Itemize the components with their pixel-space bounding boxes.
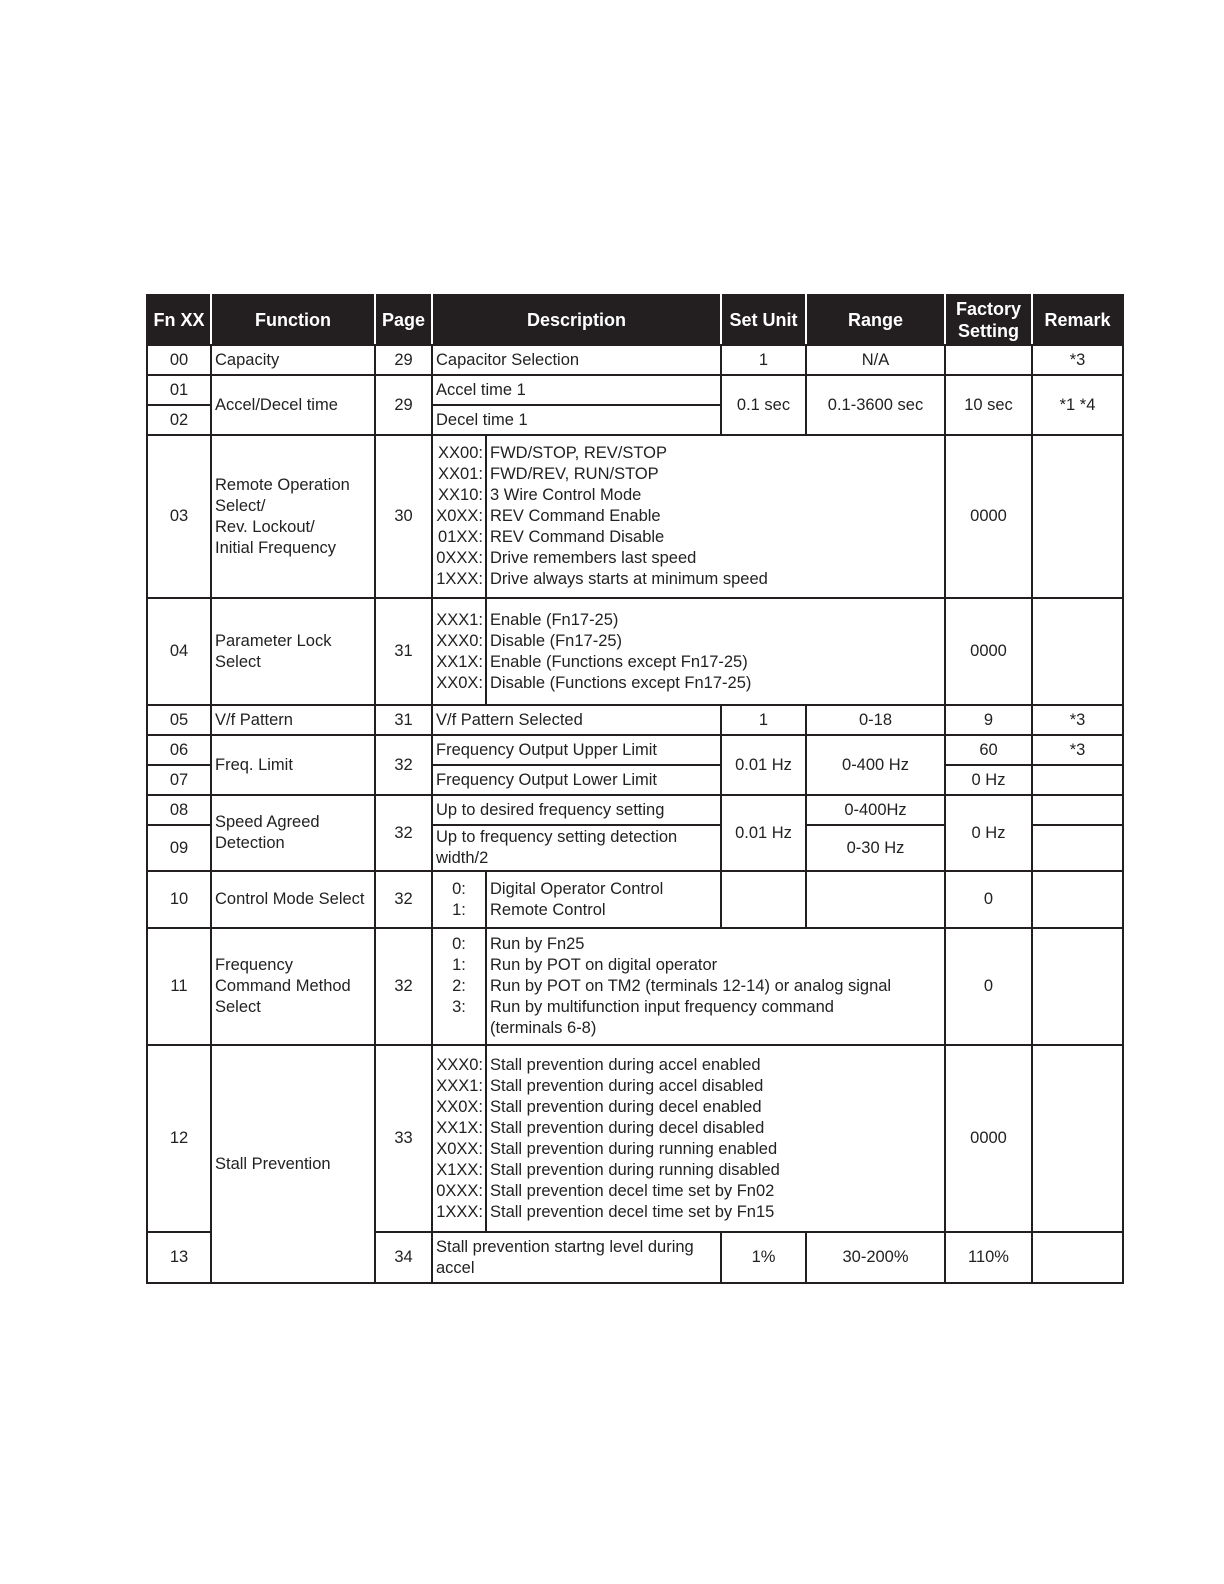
page-cell: 32 <box>375 735 432 795</box>
description-cell: Capacitor Selection <box>432 345 721 375</box>
description-cell: V/f Pattern Selected <box>432 705 721 735</box>
function-cell <box>211 928 375 1045</box>
table-row <box>147 735 1123 765</box>
fn-cell: 07 <box>147 765 211 795</box>
page-cell: 33 <box>375 1045 432 1232</box>
page-cell: 31 <box>375 598 432 705</box>
function-cell <box>211 795 375 871</box>
code-cell <box>432 598 486 705</box>
code-line: 0XXX: <box>436 549 483 567</box>
code-line: 1: <box>452 956 466 974</box>
code-cell <box>432 928 486 1045</box>
description-line: Stall prevention during running disabled <box>490 1160 780 1179</box>
description-line: Drive always starts at minimum speed <box>490 570 768 588</box>
set-unit-cell: 1 <box>721 345 806 375</box>
set-unit-cell: 0.01 Hz <box>721 735 806 795</box>
description-line: Run by POT on TM2 (terminals 12-14) or analog signal <box>490 977 892 995</box>
function-line: Rev. Lockout/ <box>215 517 315 536</box>
description-line: Stall prevention during running enabled <box>490 1139 778 1158</box>
table-row <box>147 435 1123 598</box>
description-line: Disable (Fn17-25) <box>490 631 623 650</box>
fn-cell: 01 <box>147 375 211 405</box>
function-cell: Stall Prevention <box>211 1045 375 1283</box>
header-factory-setting <box>945 295 1032 345</box>
code-line: 1XXX: <box>436 570 483 588</box>
code-line: 1: <box>452 900 466 919</box>
fn-cell: 00 <box>147 345 211 375</box>
header-range: Range <box>806 295 945 345</box>
fn-cell: 03 <box>147 435 211 598</box>
parameter-table <box>146 294 1124 1284</box>
table-row <box>147 345 1123 375</box>
code-cell <box>432 871 486 928</box>
function-line: Command Method <box>215 977 351 995</box>
range-cell: 0.1-3600 sec <box>806 375 945 435</box>
code-line: XXX0: <box>436 1055 483 1074</box>
code-line: 01XX: <box>438 528 483 546</box>
function-cell <box>211 435 375 598</box>
function-cell: Accel/Decel time <box>211 375 375 435</box>
description-line: width/2 <box>436 849 489 867</box>
factory-cell: 9 <box>945 705 1032 735</box>
factory-cell: 0000 <box>945 1045 1032 1232</box>
table-row <box>147 928 1123 1045</box>
function-line: Detection <box>215 834 285 852</box>
range-cell: 30-200% <box>806 1232 945 1283</box>
remark-cell <box>1032 795 1123 825</box>
header-function: Function <box>211 295 375 345</box>
fn-cell: 12 <box>147 1045 211 1232</box>
description-cell: Accel time 1 <box>432 375 721 405</box>
description-line: Enable (Functions except Fn17-25) <box>490 652 748 671</box>
remark-cell <box>1032 928 1123 1045</box>
function-line: Parameter Lock <box>215 631 332 650</box>
description-cell <box>432 825 721 871</box>
description-cell <box>486 598 945 705</box>
code-line: XXX1: <box>436 1076 483 1095</box>
factory-cell: 60 <box>945 735 1032 765</box>
function-cell: V/f Pattern <box>211 705 375 735</box>
function-line: Select <box>215 998 261 1016</box>
description-line: Run by Fn25 <box>490 935 585 953</box>
code-line: 0XXX: <box>436 1181 483 1200</box>
description-line: FWD/STOP, REV/STOP <box>490 444 667 462</box>
description-line: Run by multifunction input frequency command <box>490 998 834 1016</box>
description-line: 3 Wire Control Mode <box>490 486 642 504</box>
function-cell: Freq. Limit <box>211 735 375 795</box>
remark-cell <box>1032 1232 1123 1283</box>
description-line: Digital Operator Control <box>490 879 664 898</box>
code-line: 0: <box>452 879 466 898</box>
table-row <box>147 598 1123 705</box>
description-cell: Frequency Output Upper Limit <box>432 735 721 765</box>
header-set-unit: Set Unit <box>721 295 806 345</box>
code-line: XX10: <box>438 486 483 504</box>
header-description: Description <box>432 295 721 345</box>
function-cell: Control Mode Select <box>211 871 375 928</box>
code-line: XX0X: <box>436 673 483 692</box>
remark-cell: *1 *4 <box>1032 375 1123 435</box>
description-cell <box>486 871 721 928</box>
set-unit-cell <box>721 871 806 928</box>
description-line: Stall prevention during accel enabled <box>490 1055 761 1074</box>
page-cell: 32 <box>375 928 432 1045</box>
description-line: Stall prevention startng level during <box>436 1237 694 1256</box>
table-row <box>147 705 1123 735</box>
description-line: Disable (Functions except Fn17-25) <box>490 673 752 692</box>
header-factory-line2: Setting <box>958 321 1019 341</box>
description-line: Stall prevention during decel disabled <box>490 1118 765 1137</box>
fn-cell: 02 <box>147 405 211 435</box>
remark-cell: *3 <box>1032 345 1123 375</box>
header-factory-line1: Factory <box>955 299 1022 319</box>
table-row <box>147 795 1123 825</box>
code-cell <box>432 1045 486 1232</box>
function-line: Frequency <box>215 956 293 974</box>
description-line: Stall prevention decel time set by Fn02 <box>490 1181 775 1200</box>
page-cell: 32 <box>375 795 432 871</box>
factory-cell: 0000 <box>945 598 1032 705</box>
description-line: (terminals 6-8) <box>490 1019 597 1037</box>
remark-cell <box>1032 435 1123 598</box>
code-line: XXX0: <box>436 631 483 650</box>
factory-cell: 0 <box>945 928 1032 1045</box>
function-cell: Capacity <box>211 345 375 375</box>
header-fn: Fn XX <box>147 295 211 345</box>
function-line: Select <box>215 652 261 671</box>
remark-cell: *3 <box>1032 735 1123 765</box>
fn-cell: 05 <box>147 705 211 735</box>
description-cell <box>486 928 945 1045</box>
code-line: 1XXX: <box>436 1202 483 1221</box>
function-line: Select/ <box>215 496 266 515</box>
description-line: FWD/REV, RUN/STOP <box>490 465 659 483</box>
description-cell <box>486 1045 945 1232</box>
factory-cell: 0 <box>945 871 1032 928</box>
range-cell: 0-18 <box>806 705 945 735</box>
page-cell: 29 <box>375 345 432 375</box>
factory-cell <box>945 345 1032 375</box>
fn-cell: 08 <box>147 795 211 825</box>
code-line: XX1X: <box>436 652 483 671</box>
code-line: 0: <box>452 935 466 953</box>
range-cell: N/A <box>806 345 945 375</box>
page-cell: 29 <box>375 375 432 435</box>
code-line: X0XX: <box>436 1139 483 1158</box>
code-line: XX01: <box>438 465 483 483</box>
page-cell: 30 <box>375 435 432 598</box>
description-line: Run by POT on digital operator <box>490 956 718 974</box>
fn-cell: 04 <box>147 598 211 705</box>
description-line: Up to frequency setting detection <box>436 828 678 846</box>
table-row <box>147 871 1123 928</box>
function-line: Speed Agreed <box>215 813 320 831</box>
code-cell <box>432 435 486 598</box>
description-line: Stall prevention decel time set by Fn15 <box>490 1202 775 1221</box>
remark-cell <box>1032 598 1123 705</box>
function-line: Initial Frequency <box>215 538 337 557</box>
fn-cell: 13 <box>147 1232 211 1283</box>
fn-cell: 09 <box>147 825 211 871</box>
factory-cell: 0 Hz <box>945 795 1032 871</box>
description-line: Enable (Fn17-25) <box>490 610 619 629</box>
fn-cell: 11 <box>147 928 211 1045</box>
range-cell: 0-30 Hz <box>806 825 945 871</box>
code-line <box>436 1018 482 1039</box>
factory-cell: 110% <box>945 1232 1032 1283</box>
description-line: Stall prevention during accel disabled <box>490 1076 764 1095</box>
page-cell: 32 <box>375 871 432 928</box>
description-line: REV Command Enable <box>490 507 661 525</box>
header-remark: Remark <box>1032 295 1123 345</box>
set-unit-cell: 0.1 sec <box>721 375 806 435</box>
description-cell: Decel time 1 <box>432 405 721 435</box>
remark-cell <box>1032 825 1123 871</box>
set-unit-cell: 0.01 Hz <box>721 795 806 871</box>
table-header-row <box>147 295 1123 345</box>
description-cell <box>432 1232 721 1283</box>
description-cell: Frequency Output Lower Limit <box>432 765 721 795</box>
table-row <box>147 1045 1123 1232</box>
code-line: XX1X: <box>436 1118 483 1137</box>
description-line: Drive remembers last speed <box>490 549 697 567</box>
set-unit-cell: 1 <box>721 705 806 735</box>
function-cell <box>211 598 375 705</box>
description-cell: Up to desired frequency setting <box>432 795 721 825</box>
factory-cell: 0 Hz <box>945 765 1032 795</box>
code-line: X1XX: <box>436 1160 483 1179</box>
code-line: XXX1: <box>436 610 483 629</box>
range-cell <box>806 871 945 928</box>
remark-cell <box>1032 1045 1123 1232</box>
page-cell: 31 <box>375 705 432 735</box>
code-line: X0XX: <box>436 507 483 525</box>
function-line: Remote Operation <box>215 475 350 494</box>
code-line: 3: <box>452 998 466 1016</box>
range-cell: 0-400 Hz <box>806 735 945 795</box>
set-unit-cell: 1% <box>721 1232 806 1283</box>
table-row <box>147 375 1123 405</box>
description-line: Remote Control <box>490 900 606 919</box>
description-line: Stall prevention during decel enabled <box>490 1097 762 1116</box>
fn-cell: 06 <box>147 735 211 765</box>
remark-cell <box>1032 765 1123 795</box>
range-cell: 0-400Hz <box>806 795 945 825</box>
description-line: accel <box>436 1258 475 1277</box>
code-line: XX00: <box>438 444 483 462</box>
page-cell: 34 <box>375 1232 432 1283</box>
header-page: Page <box>375 295 432 345</box>
code-line: 2: <box>452 977 466 995</box>
description-cell <box>486 435 945 598</box>
description-line: REV Command Disable <box>490 528 665 546</box>
fn-cell: 10 <box>147 871 211 928</box>
factory-cell: 10 sec <box>945 375 1032 435</box>
remark-cell <box>1032 871 1123 928</box>
code-line: XX0X: <box>436 1097 483 1116</box>
factory-cell: 0000 <box>945 435 1032 598</box>
remark-cell: *3 <box>1032 705 1123 735</box>
